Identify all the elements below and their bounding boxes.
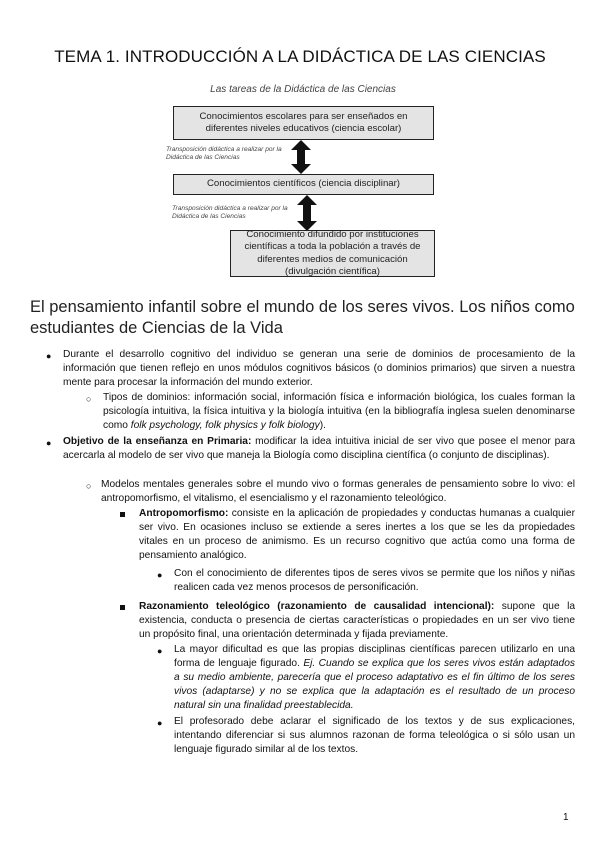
teleological-label: Razonamiento teleológico (razonamiento de causalidad intencional): — [139, 601, 495, 612]
paragraph-domains: Durante el desarrollo cognitivo del individuo se generan una serie de dominios de procesamiento de la información que tienen reflejo en unos módulos cognitivos básicos (o dominios primarios) que sirven a nuestra mente para procesar la información del mundo exterior. — [63, 349, 575, 388]
paragraph-anthropomorphism — [139, 507, 575, 563]
bullet-icon: ● — [157, 570, 163, 580]
diagram-label-transposition-2: Transposición didáctica a realizar por la Didáctica de las Ciencias — [172, 205, 288, 220]
objective-label: Objetivo de la enseñanza en Primaria: — [63, 436, 252, 447]
bullet-icon: ● — [157, 646, 163, 656]
domain-types-end: ). — [319, 420, 326, 431]
page-number: 1 — [563, 812, 569, 823]
paragraph-teleological — [139, 600, 575, 642]
bullet-icon: ● — [157, 718, 163, 728]
paragraph-domain-types — [103, 391, 575, 433]
teleological-text: supone que la existencia, conducta o presencia de ciertas características o propiedades en un ser vivo tiene un propósito final, una orientación determinada y fijada previamente. — [139, 601, 575, 640]
anthropomorphism-text: consiste en la aplicación de propiedades y conductas humanas a cualquier ser vivo. En ocasiones incluso se extiende a seres inertes a los que se les da propiedades vitales en un proceso de animismo. Es un recurso cognitivo que actúa como una forma de pensamiento analógico. — [139, 508, 575, 561]
paragraph-objective — [63, 435, 575, 463]
circle-bullet-icon: ○ — [86, 481, 92, 491]
double-arrow-icon — [290, 140, 312, 174]
diagram-box-scientific-outreach: Conocimiento difundido por instituciones científicas a toda la población a través de diferentes medios de comunicación (divulgación científica) — [230, 230, 435, 277]
paragraph-personification: Con el conocimiento de diferentes tipos de seres vivos se permite que los niños y niñas realicen cada vez menos procesos de personificación. — [174, 568, 575, 593]
domain-types-text: Tipos de dominios: información social, información física e información biológica, los cuales forman la psicología intuitiva, la física intuitiva y la biología intuitiva (en la bibliografía inglesa suelen denominarse como — [103, 392, 575, 431]
section-heading: El pensamiento infantil sobre el mundo de los seres vivos. Los niños como estudiantes de Ciencias de la Vida — [30, 298, 575, 337]
difficulty-example: Ej. Cuando se explica que los seres vivos están adaptados a su medio ambiente, parecería que el proceso adaptativo es el fin último de los seres vivos (adaptarse) y no se explica que la adaptación es el resultado de un proceso natural sin una finalidad preestablecida. — [174, 658, 575, 711]
diagram-title: Las tareas de la Didáctica de las Ciencias — [210, 84, 396, 95]
folk-terms: folk psychology, folk physics y folk biology — [130, 420, 320, 431]
anthropomorphism-label: Antropomorfismo: — [139, 508, 229, 519]
paragraph-teachers: El profesorado debe aclarar el significado de los textos y de sus explicaciones, intentando diferenciar si sus alumnos razonan de forma teleológica o si sólo usan un lenguaje figurado similar al de los textos. — [174, 716, 575, 755]
double-arrow-icon — [296, 195, 318, 231]
didactics-diagram — [162, 84, 444, 280]
page-title: TEMA 1. INTRODUCCIÓN A LA DIDÁCTICA DE LAS CIENCIAS — [54, 47, 546, 66]
bullet-icon: ● — [46, 438, 52, 448]
diagram-box-school-science: Conocimientos escolares para ser enseñados en diferentes niveles educativos (ciencia escolar) — [173, 106, 434, 140]
diagram-label-transposition-1: Transposición didáctica a realizar por la Didáctica de las Ciencias — [166, 146, 282, 161]
objective-text: modificar la idea intuitiva inicial de ser vivo que posee el menor para acercarla al modelo de ser vivo que maneja la Biología como disciplina científica (o conjunto de disciplinas). — [63, 436, 575, 461]
paragraph-mental-models: Modelos mentales generales sobre el mundo vivo o formas generales de pensamiento sobre lo vivo: el antropomorfismo, el vitalismo, el esencialismo y el razonamiento teleológico. — [101, 479, 575, 504]
bullet-icon: ● — [46, 351, 52, 361]
circle-bullet-icon: ○ — [86, 394, 92, 404]
square-bullet-icon — [120, 605, 125, 610]
diagram-box-disciplinary-science: Conocimientos científicos (ciencia disciplinar) — [173, 174, 434, 195]
paragraph-difficulty — [174, 643, 575, 713]
square-bullet-icon — [120, 512, 125, 517]
difficulty-text: La mayor dificultad es que las propias disciplinas científicas parecen utilizarlo en una forma de lenguaje figurado. — [174, 644, 575, 669]
